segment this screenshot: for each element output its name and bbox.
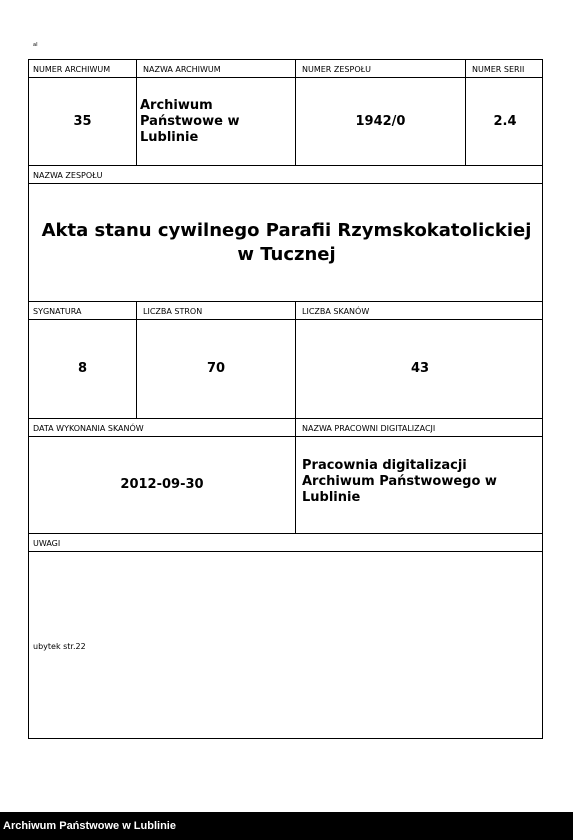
numer-serii-label: NUMER SERII — [472, 65, 525, 74]
nazwa-zespolu-value: Akta stanu cywilnego Parafii Rzymskokatolickiej w Tucznej — [41, 219, 532, 265]
data-wykonania-label: DATA WYKONANIA SKANÓW — [33, 424, 144, 433]
nazwa-zespolu-label: NAZWA ZESPOŁU — [33, 171, 103, 180]
metadata-sheet — [28, 59, 543, 739]
numer-zespolu-value: 1942/0 — [355, 113, 406, 129]
sygnatura-label: SYGNATURA — [33, 307, 82, 316]
divider — [295, 418, 296, 534]
pracownia-value: Pracownia digitalizacji Archiwum Państwowego w Lublinie — [302, 458, 497, 505]
data-wykonania-value: 2012-09-30 — [120, 477, 204, 492]
sygnatura-value: 8 — [77, 361, 88, 376]
numer-archiwum-label: NUMER ARCHIWUM — [33, 65, 111, 74]
nazwa-archiwum-value: Archiwum Państwowe w Lublinie — [140, 97, 240, 145]
numer-zespolu-label: NUMER ZESPOŁU — [302, 65, 371, 74]
uwagi-label: UWAGI — [33, 539, 61, 548]
footer-bar: Archiwum Państwowe w Lublinie — [0, 812, 573, 840]
nazwa-archiwum-label: NAZWA ARCHIWUM — [143, 65, 221, 74]
numer-serii-value: 2.4 — [493, 113, 517, 129]
divider — [136, 60, 137, 166]
liczba-skanow-label: LICZBA SKANÓW — [302, 307, 370, 316]
liczba-skanow-value: 43 — [410, 361, 430, 376]
corner-mark: aI — [33, 42, 38, 48]
pracownia-label: NAZWA PRACOWNI DIGITALIZACJI — [302, 424, 436, 433]
liczba-stron-label: LICZBA STRON — [143, 307, 203, 316]
divider — [29, 551, 542, 552]
uwagi-value: ubytek str.22 — [33, 642, 86, 651]
liczba-stron-value: 70 — [206, 361, 226, 376]
numer-archiwum-value: 35 — [73, 113, 92, 129]
